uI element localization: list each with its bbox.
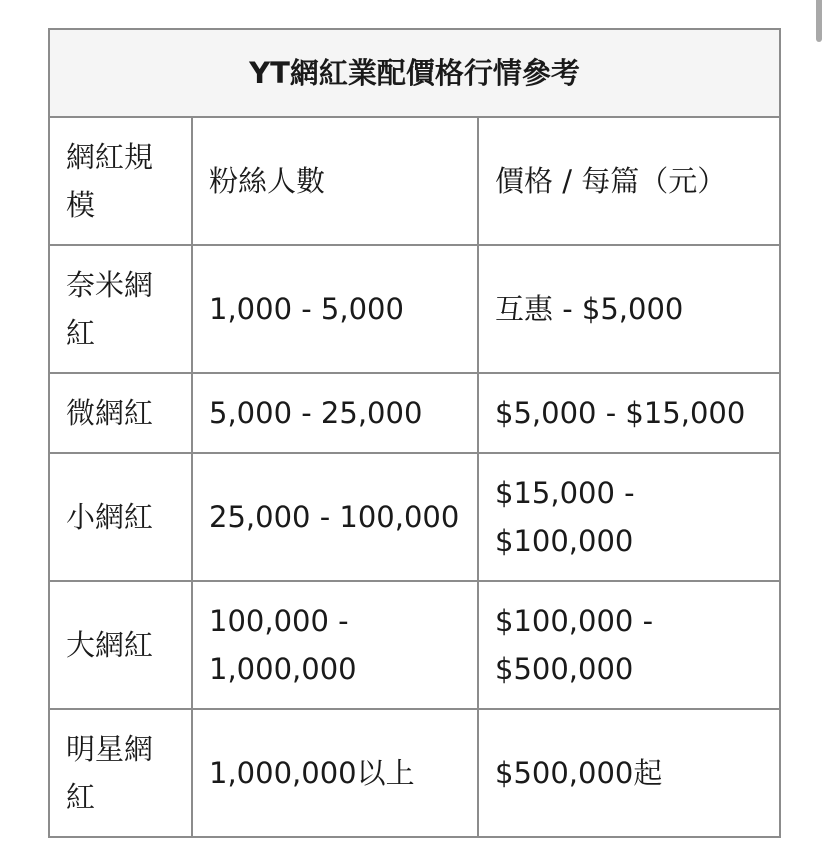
level-cell: 微網紅	[49, 373, 192, 453]
table-title: YT網紅業配價格行情參考	[49, 29, 780, 117]
header-level: 網紅規模	[49, 117, 192, 245]
price-cell: $5,000 - $15,000	[478, 373, 780, 453]
level-cell: 奈米網紅	[49, 245, 192, 373]
table-row	[49, 373, 780, 453]
price-cell: $15,000 - $100,000	[478, 453, 780, 581]
table-row	[49, 245, 780, 373]
table-row	[49, 709, 780, 837]
followers-cell: 1,000,000以上	[192, 709, 478, 837]
followers-cell: 25,000 - 100,000	[192, 453, 478, 581]
scroll-indicator[interactable]	[816, 0, 822, 42]
followers-cell: 5,000 - 25,000	[192, 373, 478, 453]
table-header-row	[49, 117, 780, 245]
price-cell: $100,000 - $500,000	[478, 581, 780, 709]
header-followers: 粉絲人數	[192, 117, 478, 245]
influencer-price-table	[48, 28, 781, 838]
price-cell: 互惠 - $5,000	[478, 245, 780, 373]
level-cell: 明星網紅	[49, 709, 192, 837]
price-cell: $500,000起	[478, 709, 780, 837]
level-cell: 小網紅	[49, 453, 192, 581]
table-caption-row	[49, 29, 780, 117]
followers-cell: 1,000 - 5,000	[192, 245, 478, 373]
followers-cell: 100,000 - 1,000,000	[192, 581, 478, 709]
header-price: 價格 / 每篇（元）	[478, 117, 780, 245]
table-row	[49, 453, 780, 581]
table-row	[49, 581, 780, 709]
level-cell: 大網紅	[49, 581, 192, 709]
